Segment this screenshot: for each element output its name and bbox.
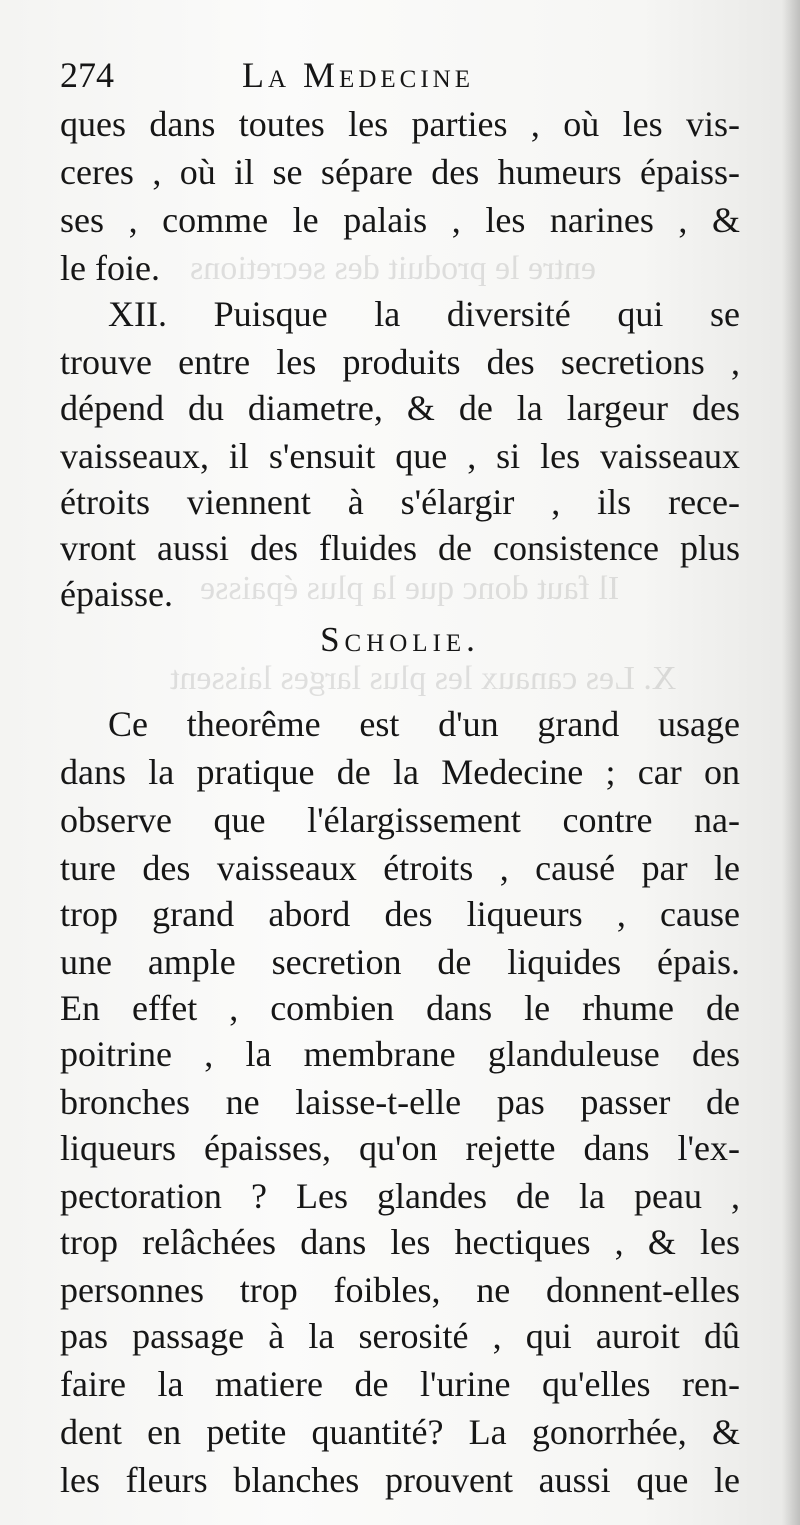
text-line: ses , comme le palais , les narines , & xyxy=(60,200,740,240)
text-line: les fleurs blanches prouvent aussi que le xyxy=(60,1460,740,1500)
text-line: faire la matiere de l'urine qu'elles ren- xyxy=(60,1364,740,1404)
bleed-through-text: Il faut donc que la plus épaisse xyxy=(200,570,620,607)
text-line: trop grand abord des liqueurs , cause xyxy=(60,894,740,934)
scholie-heading: Scholie. xyxy=(320,620,480,659)
text-line: épaisse. xyxy=(60,574,173,614)
text-line: liqueurs épaisses, qu'on rejette dans l'ex- xyxy=(60,1128,740,1168)
running-title: La Medecine xyxy=(242,55,474,95)
text-line: dent en petite quantité? La gonorrhée, & xyxy=(60,1412,740,1452)
text-line: trouve entre les produits des secretions , xyxy=(60,342,740,382)
page-header xyxy=(60,52,750,98)
text-line: personnes trop foibles, ne donnent-elles xyxy=(60,1270,740,1310)
text-line: dans la pratique de la Medecine ; car on xyxy=(60,752,740,792)
text-line: une ample secretion de liquides épais. xyxy=(60,942,740,982)
text-line: ceres , où il se sépare des humeurs épaiss- xyxy=(60,152,740,192)
page-number: 274 xyxy=(60,55,114,95)
text-line: vaisseaux, il s'ensuit que , si les vaisseaux xyxy=(60,436,740,476)
bleed-through-text: X. Les canaux les plus larges laissent xyxy=(170,660,677,697)
text-line: pas passage à la serosité , qui auroit dû xyxy=(60,1316,740,1356)
text-line: le foie. xyxy=(60,248,160,288)
text-line: ture des vaisseaux étroits , causé par le xyxy=(60,848,740,888)
scholie-first-line: Ce theorême est d'un grand usage xyxy=(108,704,740,744)
text-line: dépend du diametre, & de la largeur des xyxy=(60,388,740,428)
text-line: bronches ne laisse-t-elle pas passer de xyxy=(60,1082,740,1122)
text-line: poitrine , la membrane glanduleuse des xyxy=(60,1034,740,1074)
article-xii-first-line: XII. Puisque la diversité qui se xyxy=(108,294,740,334)
text-line: En effet , combien dans le rhume de xyxy=(60,988,740,1028)
text-line: observe que l'élargissement contre na- xyxy=(60,800,740,840)
text-line: pectoration ? Les glandes de la peau , xyxy=(60,1176,740,1216)
page-gutter-shadow xyxy=(782,0,800,1525)
text-line: étroits viennent à s'élargir , ils rece- xyxy=(60,482,740,522)
text-line: vront aussi des fluides de consistence plus xyxy=(60,528,740,568)
text-line: trop relâchées dans les hectiques , & les xyxy=(60,1222,740,1262)
bleed-through-text: entre le produit des secretions xyxy=(190,250,596,287)
text-line: ques dans toutes les parties , où les vis- xyxy=(60,104,740,144)
